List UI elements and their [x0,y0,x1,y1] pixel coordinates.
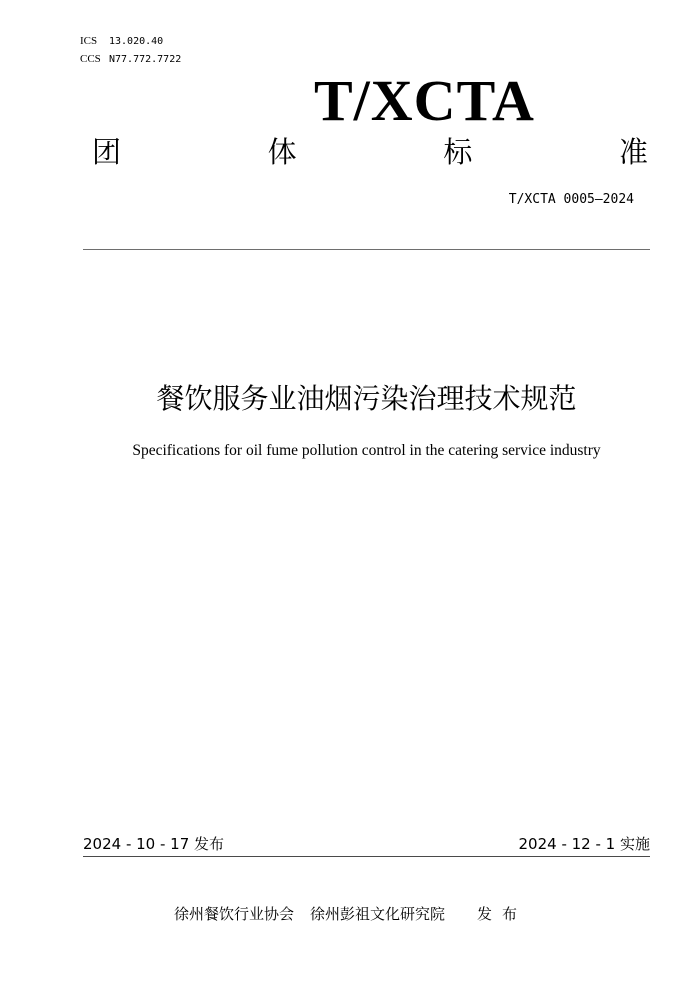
ccs-label: CCS [80,53,101,65]
standard-logo: T/XCTA [314,68,535,133]
publish-action: 发布 [477,905,528,923]
ccs-value: N77.772.7722 [109,54,182,65]
standard-type-char: 体 [267,135,297,169]
implement-date: 2024 - 12 - 1 实施 [518,835,650,853]
publish-date: 2024 - 10 - 17 发布 [83,835,225,853]
publishers-line [174,903,527,925]
document-title-english: Specifications for oil fume pollution control in the catering service industry [132,442,601,459]
publisher-name: 徐州彭祖文化研究院 [310,905,446,923]
standard-type-char: 标 [443,135,473,169]
ics-label: ICS [80,35,98,47]
ics-value: 13.020.40 [109,36,164,47]
standard-type-char: 准 [618,135,648,169]
document-title-chinese: 餐饮服务业油烟污染治理技术规范 [156,382,577,415]
publisher-name: 徐州餐饮行业协会 [174,905,295,923]
standard-number: T/XCTA 0005—2024 [508,192,634,207]
header-divider [83,249,650,250]
ccs-code [80,52,181,67]
standard-type-char: 团 [92,135,122,169]
standard-type-heading [92,134,648,170]
footer-divider [83,856,650,857]
ics-code [80,34,163,49]
